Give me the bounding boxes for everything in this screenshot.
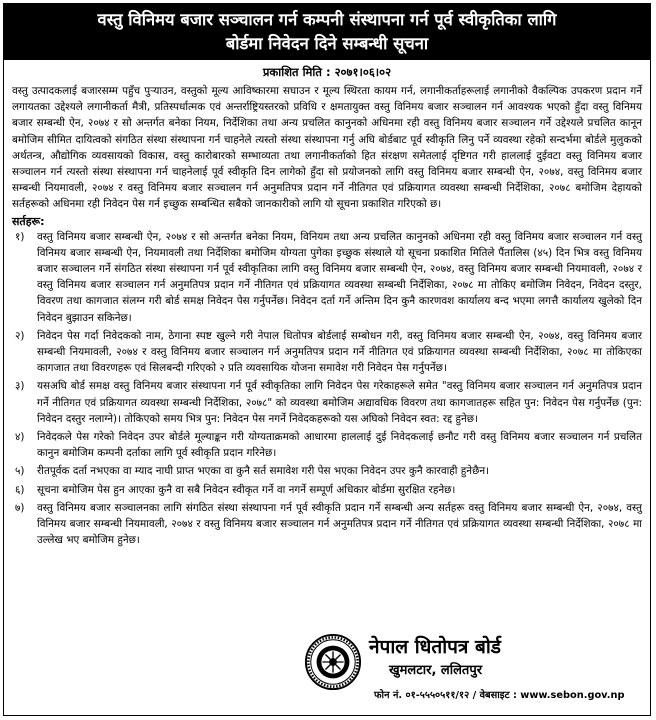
condition-number: ५) bbox=[15, 465, 25, 478]
condition-text: वस्तु विनिमय बजार सम्बन्धी ऐन, २०७४ र सो अन्तर्गत बनेका नियम, विनियम तथा अन्य प्रचलित कानुनको अधिनमा रही वस्तु विनिमय बजार सञ्चालन गर्न वस्तु विनिमय बजार सम्बन्धी ऐन, नियमावली तथा निर्देशिका बमोजिम योग्यता पुगेका इच्छुक संस्थाले यो सूचना प्रकाशित मितिले पैंतालिस (४५) दिन भित्र वस्तु विनिमय बजार सञ्चालन गर्ने संगठित संस्था संस्थापना गर्न पूर्व स्वीकृतिका लागि वस्तु विनिमय बजार सम्बन्धी ऐन, २०७४, वस्तु विनिमय बजार सम्बन्धी नियमावली, २०७४ र वस्तु विनिमय बजार सञ्चालन गर्न अनुमतिपत्र प्रदान गर्ने नीतिगत एवं प्रक्रियागत व्यवस्था सम्बन्धी निर्देशिका, २०७८ मा तोकिए बमोजिम निवेदन, निवेदन दस्तुर, विवरण तथा कागजात संलग्न गरी बोर्ड समक्ष निवेदन पेस गर्नुपर्नेछ। निवेदन दर्ता गर्ने अन्तिम दिन कुनै कारणवश कार्यालय बन्द भएमा लगत्तै कार्यालय खुलेको दिन निवेदन बुझाउन सकिनेछ। bbox=[37, 230, 642, 324]
conditions-heading: सर्तहरू: bbox=[12, 214, 45, 228]
condition-text: निवेदन पेस गर्दा निवेदकको नाम, ठेगाना स्पष्ट खुल्ने गरी नेपाल धितोपत्र बोर्डलाई सम्बोधन गरी, वस्तु विनिमय बजार सम्बन्धी ऐन, २०७४, वस्तु विनिमय बजार सम्बन्धी नियमावली, २०७४ र वस्तु विनिमय बजार सञ्चालन गर्न अनुमतिपत्र प्रदान गर्ने नीतिगत एवं प्रक्रियागत व्यवस्था सम्बन्धी निर्देशिका, २०७८ मा तोकिएका कागजात तथा विवरणहरू एवं सिलबन्दी गरिएको २ प्रति व्यवसायिक योजना समावेश गरी निवेदन पेस गर्नुपर्नेछ। bbox=[37, 329, 642, 375]
condition-number: ६) bbox=[15, 483, 25, 496]
notice-title-line2: बोर्डमा निवेदन दिने सम्बन्धी सूचना bbox=[225, 34, 429, 53]
org-block bbox=[369, 635, 501, 681]
conditions-list bbox=[4, 229, 650, 549]
notice-title-line1: वस्तु विनिमय बजार सञ्चालन गर्न कम्पनी संस्थापना गर्न पूर्व स्वीकृतिका लागि bbox=[97, 10, 557, 29]
condition-number: ३) bbox=[15, 380, 25, 393]
condition-item bbox=[12, 429, 642, 461]
condition-text: रीतपूर्वक दर्ता नभएका वा म्याद नाघी प्राप्त भएका वा कुनै सर्त समावेश गरी पेस भएका निवेदन उपर कुनै कारवाही हुनेछैन। bbox=[37, 465, 490, 478]
org-address: खुमलटार, ललितपुर bbox=[389, 663, 483, 678]
condition-number: २) bbox=[15, 329, 25, 342]
notice-footer bbox=[4, 625, 650, 715]
condition-item bbox=[12, 500, 642, 549]
condition-item bbox=[12, 229, 642, 326]
published-date: प्रकाशित मिति : २०७१।०६।०२ bbox=[262, 65, 392, 79]
condition-number: ४) bbox=[15, 431, 25, 444]
condition-text: सूचना बमोजिम पेस हुन आएका कुनै वा सबै निवेदन स्वीकृत गर्ने वा नगर्ने सम्पूर्ण अधिकार बोर्डमा सुरक्षित रहनेछ। bbox=[37, 483, 456, 496]
condition-text: वस्तु विनिमय बजार सञ्चालनका लागि संगठित संस्था संस्थापना गर्न पूर्व स्वीकृति प्रदान गर्ने सम्बन्धी अन्य सर्तहरू वस्तु विनिमय बजार सम्बन्धी ऐन, २०७४, वस्तु विनिमय बजार सम्बन्धी नियमावली, २०७४ र वस्तु विनिमय बजार सञ्चालन गर्न अनुमतिपत्र प्रदान गर्ने नीतिगत एवं प्रक्रियागत व्यवस्था सम्बन्धी निर्देशिका, २०७८ मा उल्लेख भए बमोजिम हुनेछ। bbox=[37, 501, 642, 547]
condition-item bbox=[12, 328, 642, 377]
sebon-logo-icon bbox=[304, 633, 362, 691]
intro-paragraph: वस्तु उत्पादकलाई बजारसम्म पहुँच पुऱ्याउन, वस्तुको मूल्य आविष्कारमा सघाउन र मूल्य स्थिरता कायम गर्न, लगानीकर्ताहरूलाई लगानीको वैकल्पिक उपकरण प्रदान गर्ने लगायतका उद्देश्यले लगानीकर्ता मैत्री, प्रतिस्पर्धात्मक एवं अन्तर्राष्ट्रियस्तरको प्रविधि र क्षमतायुक्त वस्तु विनिमय बजार सञ्चालन गर्न आवश्यक भएको हुँदा वस्तु विनिमय बजार सम्बन्धी ऐन, २०७४ र सो अन्तर्गत बनेका नियम, निर्देशिका तथा अन्य प्रचलित कानुनको अधिनमा रही वस्तु विनिमय बजार सञ्चालन गर्ने उद्देश्यले प्रचलित कानून बमोजिम सीमित दायित्वको संगठित संस्था संस्थापना गर्न चाहनेले त्यस्तो संस्था संस्थापना गर्नु अघि बोर्डबाट पूर्व स्वीकृति लिनु पर्ने व्यवस्था रहेको सन्दर्भमा बोर्डले मुलुकको अर्थतन्त्र, औद्योगिक व्यवसायको विकास, वस्तु कारोबारको सम्भाव्यता तथा लगानीकर्ताको हित संरक्षण समेतलाई दृष्टिगत गरी हाललाई दुईवटा वस्तु विनिमय बजार सञ्चालन गर्न त्यस्तो संस्था संस्थापना गर्न चाहनेलाई पूर्व स्वीकृति दिन लागेको हुँदा सो प्रयोजनको लागि वस्तु विनिमय बजार सम्बन्धी ऐन, २०७४, वस्तु विनिमय बजार सम्बन्धी नियमावली, २०७४ र वस्तु विनिमय बजार सञ्चालन गर्न अनुमतिपत्र प्रदान गर्ने नीतिगत एवं प्रक्रियागत व्यवस्था सम्बन्धी निर्देशिका, २०७८ बमोजिम देहायको सर्तहरूको अधिनमा रही निवेदन पेस गर्न इच्छुक सम्बन्धित सबैको जानकारीको लागि यो सूचना प्रकाशित गरिएको छ। bbox=[12, 85, 642, 211]
notice-frame bbox=[3, 3, 651, 716]
condition-text: निवेदकले पेस गरेको निवेदन उपर बोर्डले मूल्याङ्कन गरी योग्यताक्रमको आधारमा हाललाई दुई निवेदकलाई छनौट गरी वस्तु विनिमय बजार सञ्चालन गर्न प्रचलित कानुन बमोजिम कम्पनी दर्ताका लागि पूर्व स्वीकृति प्रदान गरिनेछ। bbox=[37, 431, 642, 460]
condition-item bbox=[12, 378, 642, 427]
condition-text: यसअघि बोर्ड समक्ष वस्तु विनिमय बजार संस्थापना गर्न पूर्व स्वीकृतिका लागि निवेदन पेस गरेकाहरूले समेत "वस्तु विनिमय बजार सञ्चालन गर्न अनुमतिपत्र प्रदान गर्ने नीतिगत एवं प्रक्रियागत व्यवस्था सम्बन्धी निर्देशिका, २०७८" को व्यवस्था बमोजिम अद्यावधिक विवरण तथा कागजातहरू सहित पुन: निवेदन पेस गर्नुपर्नेछ (पुन: निवेदन दस्तुर नलाग्ने)। तोकिएको समय भित्र पुन: निवेदन पेस नगर्ने निवेदकहरूको यस अघिको निवेदन स्वत: रद्द हुनेछ। bbox=[37, 380, 642, 425]
contact-info: फोन नं. ०१-५५५०५११/१२ / वेबसाइट : www.sebon.gov.np bbox=[374, 690, 625, 701]
notice-title bbox=[4, 4, 650, 60]
condition-number: १) bbox=[15, 230, 25, 243]
condition-item bbox=[12, 482, 642, 498]
org-name: नेपाल धितोपत्र बोर्ड bbox=[369, 636, 501, 658]
condition-item bbox=[12, 463, 642, 479]
condition-number: ७) bbox=[15, 501, 25, 514]
